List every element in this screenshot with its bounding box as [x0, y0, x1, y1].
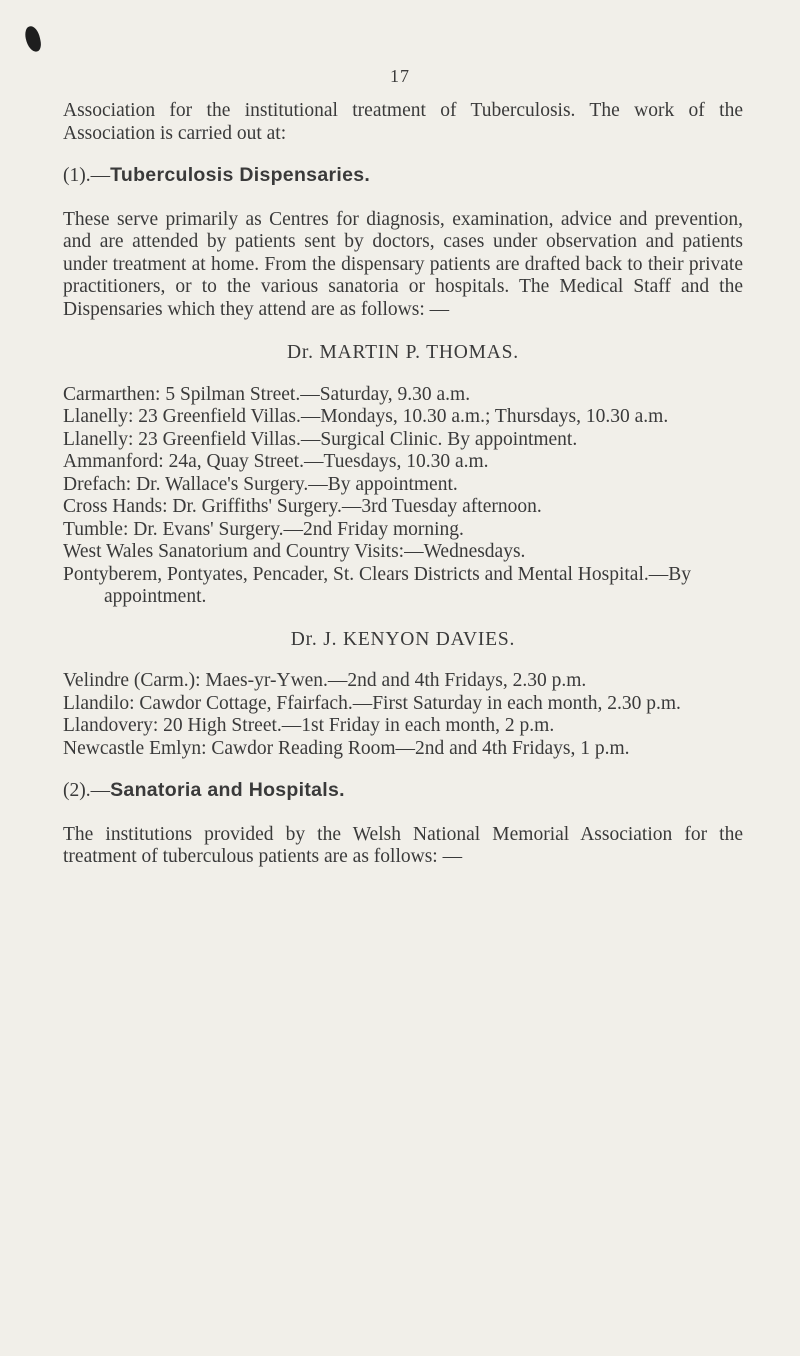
dispensary-list-thomas [63, 384, 743, 609]
doctor-heading-davies: Dr. J. KENYON DAVIES. [290, 628, 516, 650]
sanatoria-paragraph: The institutions provided by the Welsh National Memorial Association for the treatment of tuberculous patients are as follows: — [63, 823, 743, 867]
list-item: Drefach: Dr. Wallace's Surgery.—By appointment. [63, 473, 458, 495]
list-item: Carmarthen: 5 Spilman Street.—Saturday, 9.30 a.m. [63, 383, 471, 405]
list-item: Newcastle Emlyn: Cawdor Reading Room—2nd and 4th Fridays, 1 p.m. [63, 737, 630, 759]
page-number: 17 [390, 66, 410, 86]
list-item: Cross Hands: Dr. Griffiths' Surgery.—3rd Tuesday afternoon. [63, 496, 542, 517]
list-item: Llanelly: 23 Greenfield Villas.—Surgical Clinic. By appointment. [63, 428, 578, 450]
ink-blot [23, 25, 42, 53]
section-heading-sanatoria [63, 779, 743, 803]
dispensaries-paragraph: These serve primarily as Centres for diagnosis, examination, advice and prevention, and are attended by patients sent by doctors, cases under observation and patients under treatment at home. From the dispensary patients are drafted back to their private practitioners, or to the various sanatoria or hospitals. The Medical Staff and the Dispensaries which they attend are as follows: — [63, 208, 743, 320]
page-body [63, 100, 743, 869]
dispensary-list-davies [63, 670, 743, 760]
list-item: Llandilo: Cawdor Cottage, Ffairfach.—First Saturday in each month, 2.30 p.m. [63, 692, 681, 714]
section-title: Tuberculosis Dispensaries. [110, 164, 371, 186]
intro-paragraph: Association for the institutional treatment of Tuberculosis. The work of the Association is carried out at: [63, 100, 743, 144]
list-item: Velindre (Carm.): Maes-yr-Ywen.—2nd and 4th Fridays, 2.30 p.m. [63, 670, 587, 691]
section-heading-dispensaries [63, 164, 743, 188]
section-number: (2).— [63, 780, 111, 801]
list-item: Llandovery: 20 High Street.—1st Friday in each month, 2 p.m. [63, 715, 555, 736]
section-title: Sanatoria and Hospitals. [110, 779, 345, 801]
list-item: Llanelly: 23 Greenfield Villas.—Mondays, 10.30 a.m.; Thursdays, 10.30 a.m. [63, 406, 669, 427]
list-item: Tumble: Dr. Evans' Surgery.—2nd Friday morning. [63, 518, 464, 540]
list-item: Pontyberem, Pontyates, Pencader, St. Clears Districts and Mental Hospital.—By appointment. [63, 563, 691, 607]
section-number: (1).— [63, 165, 111, 186]
list-item: West Wales Sanatorium and Country Visits:—Wednesdays. [63, 541, 526, 562]
doctor-heading-thomas: Dr. MARTIN P. THOMAS. [287, 342, 519, 363]
list-item: Ammanford: 24a, Quay Street.—Tuesdays, 10.30 a.m. [63, 451, 489, 472]
